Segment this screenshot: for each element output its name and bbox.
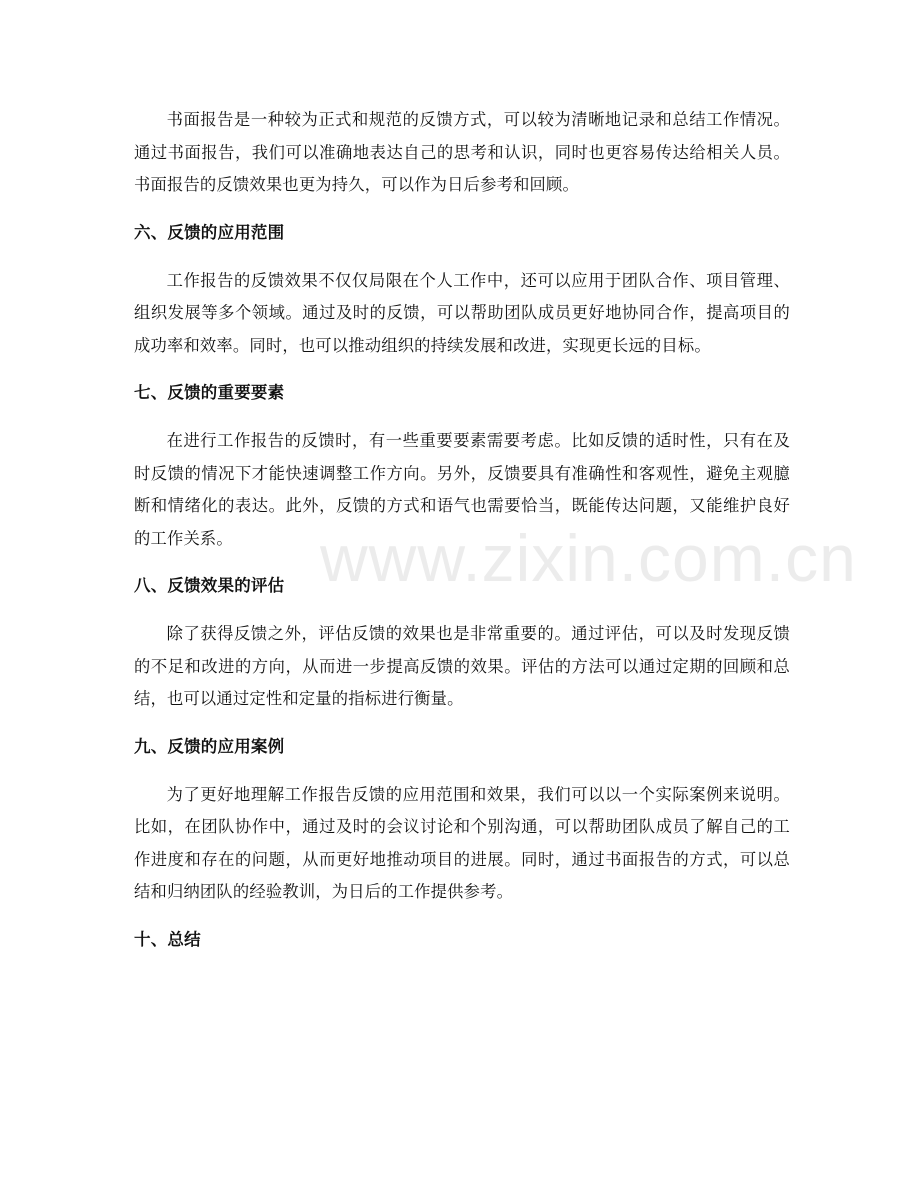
heading-section-8: 八、反馈效果的评估: [134, 576, 285, 595]
heading-section-10: 十、总结: [134, 929, 201, 949]
document-body: [134, 104, 857, 972]
paragraph-section-9: 为了更好地理解工作报告反馈的应用范围和效果，我们可以以一个实际案例来说明。比如，在团队协作中，通过及时的会议讨论和个别沟通，可以帮助团队成员了解自己的工作进度和存在的问题，从而更好地推动项目的进展。同时，通过书面报告的方式，可以总结和归纳团队的经验教训，为日后的工作提供参考。: [134, 784, 790, 901]
watermark: www.zixin.com.cn: [320, 521, 857, 595]
heading-section-9: 九、反馈的应用案例: [134, 736, 285, 756]
paragraph-section-6: 工作报告的反馈效果不仅仅局限在个人工作中，还可以应用于团队合作、项目管理、组织发展等多个领域。通过及时的反馈，可以帮助团队成员更好地协同合作，提高项目的成功率和效率。同时，也可以推动组织的持续发展和改进，实现更长远的目标。: [134, 270, 790, 355]
paragraph-section-8: 除了获得反馈之外，评估反馈的效果也是非常重要的。通过评估，可以及时发现反馈的不足和改进的方向，从而进一步提高反馈的效果。评估的方法可以通过定期的回顾和总结，也可以通过定性和定量的指标进行衡量。: [134, 624, 790, 708]
paragraph-section-7: 在进行工作报告的反馈时，有一些重要要素需要考虑。比如反馈的适时性，只有在及时反馈的情况下才能快速调整工作方向。另外，反馈要具有准确性和客观性，避免主观臆断和情绪化的表达。此外，反馈的方式和语气也需要恰当，既能传达问题，又能维护良好的工作关系。: [134, 431, 790, 548]
heading-section-6: 六、反馈的应用范围: [134, 222, 285, 242]
paragraph-written-report: 书面报告是一种较为正式和规范的反馈方式，可以较为清晰地记录和总结工作情况。通过书面报告，我们可以准确地表达自己的思考和认识，同时也更容易传达给相关人员。书面报告的反馈效果也更为持久，可以作为日后参考和回顾。: [134, 110, 790, 194]
heading-section-7: 七、反馈的重要要素: [134, 383, 285, 402]
